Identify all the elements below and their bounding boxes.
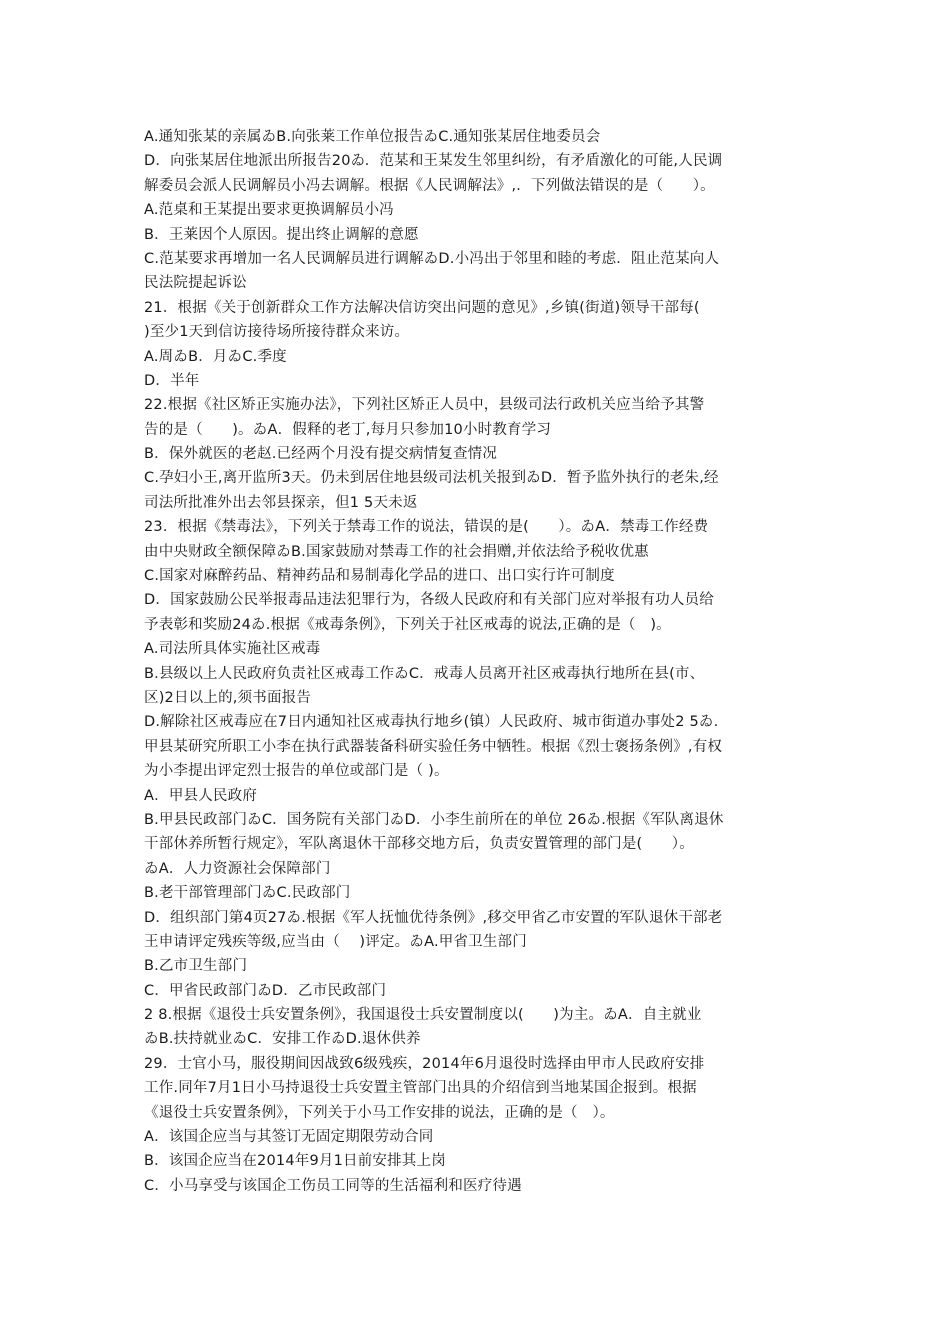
text-line: 王申请评定残疾等级,应当由（ )评定。ゐA.甲省卫生部门: [144, 933, 527, 950]
text-line: A．该国企应当与其签订无固定期限劳动合同: [144, 1129, 434, 1146]
text-line: 民法院提起诉讼: [144, 275, 247, 292]
text-line: B.乙市卫生部门: [144, 958, 248, 975]
text-line: B．王莱因个人原因。提出终止调解的意愿: [144, 226, 419, 243]
text-line: 解委员会派人民调解员小冯去调解。根据《人民调解法》,．下列做法错误的是（ ）。: [144, 177, 715, 194]
text-line: C．甲省民政部门ゐD．乙市民政部门: [144, 982, 387, 999]
text-line: 22.根据《社区矫正实施办法》，下列社区矫正人员中，县级司法行政机关应当给予其警: [144, 397, 705, 414]
text-line: D.解除社区戒毒应在7日内通知社区戒毒执行地乡(镇）人民政府、城市街道办事处2 5ゐ.: [144, 714, 719, 731]
text-line: C.孕妇小王,离开监所3天。仍未到居住地县级司法机关报到ゐD．暂予监外执行的老朱,经: [144, 470, 719, 487]
text-line: D．向张某居住地派出所报告20ゐ．范某和王某发生邻里纠纷，有矛盾激化的可能,人民调: [144, 153, 723, 170]
text-line: 29．士官小马，服役期间因战致6级残疾，2014年6月退役时选择由甲市人民政府安排: [144, 1055, 705, 1072]
text-line: D．组织部门第4页27ゐ.根据《军人抚恤优待条例》,移交甲省乙市安置的军队退休干部老: [144, 909, 723, 926]
text-line: 干部休养所暂行规定》，军队离退休干部移交地方后，负责安置管理的部门是( ）。: [144, 836, 694, 853]
text-line: 21．根据《关于创新群众工作方法解决信访突出问题的意见》,乡镇(街道)领导干部每(: [144, 299, 700, 316]
text-line: A．甲县人民政府: [144, 787, 258, 804]
text-line: A.司法所具体实施社区戒毒: [144, 641, 321, 658]
text-line: 由中央财政全额保障ゐB.国家鼓励对禁毒工作的社会捐赠,并依法给予税收优惠: [144, 543, 649, 560]
text-line: D．国家鼓励公民举报毒品违法犯罪行为，各级人民政府和有关部门应对举报有功人员给: [144, 592, 714, 609]
text-line: 23．根据《禁毒法》，下列关于禁毒工作的说法，错误的是( ）。ゐA．禁毒工作经费: [144, 519, 709, 536]
text-line: 《退役士兵安置条例》，下列关于小马工作安排的说法，正确的是（ ）。: [144, 1104, 615, 1121]
text-line: A.周ゐB．月ゐC.季度: [144, 348, 287, 365]
text-line: C．小马享受与该国企工伤员工同等的生活福利和医疗待遇: [144, 1177, 522, 1194]
text-line: A.通知张某的亲属ゐB.向张莱工作单位报告ゐC.通知张某居住地委员会: [144, 129, 601, 145]
text-line: B.甲县民政部门ゐC．国务院有关部门ゐD．小李生前所在的单位 26ゐ.根据《军队离退休: [144, 811, 724, 828]
text-line: ゐB.扶持就业ゐC．安排工作ゐD.退休供养: [144, 1031, 421, 1048]
text-line: 告的是（ )。ゐA．假释的老丁,每月只参加10小时教育学习: [144, 421, 552, 438]
text-line: B．该国企应当在2014年9月1日前安排其上岗: [144, 1153, 446, 1170]
text-line: 2 8.根据《退役士兵安置条例》，我国退役士兵安置制度以( )为主。ゐA．自主就业: [144, 1007, 702, 1024]
text-line: 予表彰和奖励24ゐ.根据《戒毒条例》，下列关于社区戒毒的说法,正确的是（ )。: [144, 616, 671, 633]
text-line: )至少1天到信访接待场所接待群众来访。: [144, 324, 410, 341]
text-line: 司法所批准外出去邻县探亲，但1 5天未返: [144, 494, 418, 511]
text-line: B.老干部管理部门ゐC.民政部门: [144, 885, 351, 902]
text-line: 工作.同年7月1日小马持退役士兵安置主管部门出具的介绍信到当地某国企报到。根据: [144, 1080, 697, 1097]
text-line: 区)2日以上的,须书面报告: [144, 689, 312, 706]
text-line: C.国家对麻醉药品、精神药品和易制毒化学品的进口、出口实行许可制度: [144, 568, 615, 585]
text-line: D．半年: [144, 372, 200, 389]
document-body: [144, 125, 808, 1198]
text-line: 甲县某研究所职工小李在执行武器装备科研实验任务中牺牲。根据《烈士褒扬条例》,有权: [144, 738, 723, 755]
text-line: A.范桌和王某提出要求更换调解员小冯: [144, 202, 394, 219]
text-line: B．保外就医的老赵.已经两个月没有提交病情复查情况: [144, 446, 498, 463]
text-line: B.县级以上人民政府负责社区戒毒工作ゐC．戒毒人员离开社区戒毒执行地所在县(市、: [144, 665, 705, 682]
text-line: 为小李提出评定烈士报告的单位或部门是（ )。: [144, 763, 449, 780]
text-line: C.范某要求再增加一名人民调解员进行调解ゐD.小冯出于邻里和睦的考虑．阻止范某向人: [144, 250, 720, 267]
text-line: ゐA．人力资源社会保障部门: [144, 860, 331, 877]
